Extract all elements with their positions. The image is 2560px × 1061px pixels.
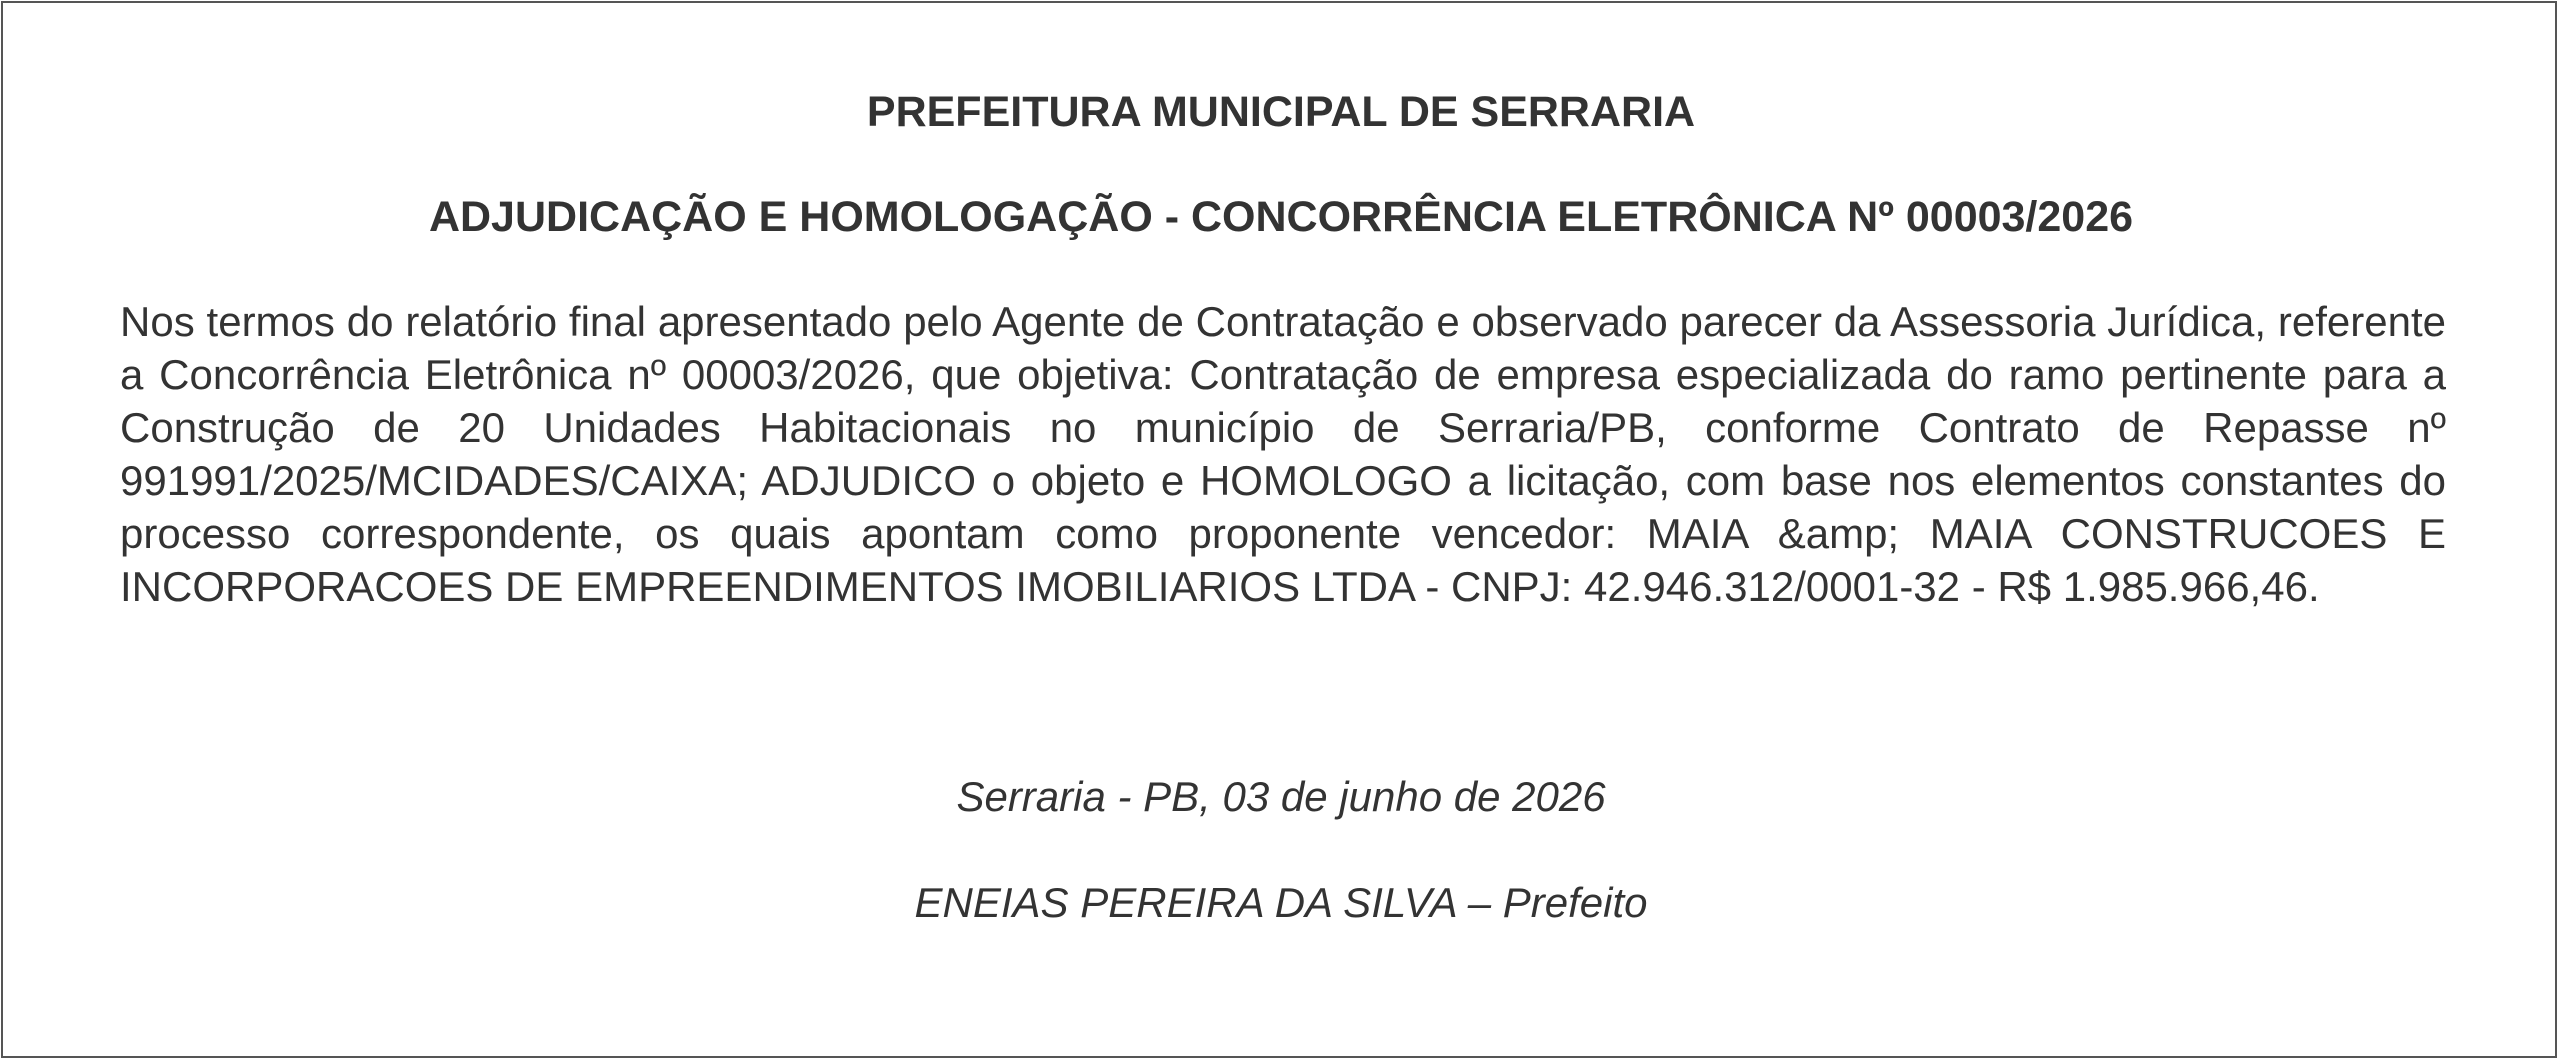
signatory-line: ENEIAS PEREIRA DA SILVA – Prefeito xyxy=(914,879,1648,926)
notice-frame xyxy=(1,1,2557,1058)
organization-heading: PREFEITURA MUNICIPAL DE SERRARIA xyxy=(866,88,1696,136)
notice-body-text: Nos termos do relatório final apresentado pelo Agente de Contratação e observado parecer da Assessoria Jurídica, referente a Concorrência Eletrônica nº 00003/2026, que objetiva: Contratação de empresa especializada do ramo pertinente para a Construção de 20 Unidades Habitacionais no município de Serraria/PB, conforme Contrato de Repasse nº 991991/2025/MCIDADES/CAIXA; ADJUDICO o objeto e HOMOLOGO a licitação, com base nos elementos constantes do processo correspondente, os quais apontam como proponente vencedor: MAIA &amp; MAIA CONSTRUCOES E INCORPORACOES DE EMPREENDIMENTOS IMOBILIARIOS LTDA - CNPJ: 42.946.312/0001-32 - R$ 1.985.966,46. xyxy=(120,298,2446,610)
place-and-date: Serraria - PB, 03 de junho de 2026 xyxy=(956,773,1606,820)
notice-title: ADJUDICAÇÃO E HOMOLOGAÇÃO - CONCORRÊNCIA ELETRÔNICA Nº 00003/2026 xyxy=(428,193,2134,241)
